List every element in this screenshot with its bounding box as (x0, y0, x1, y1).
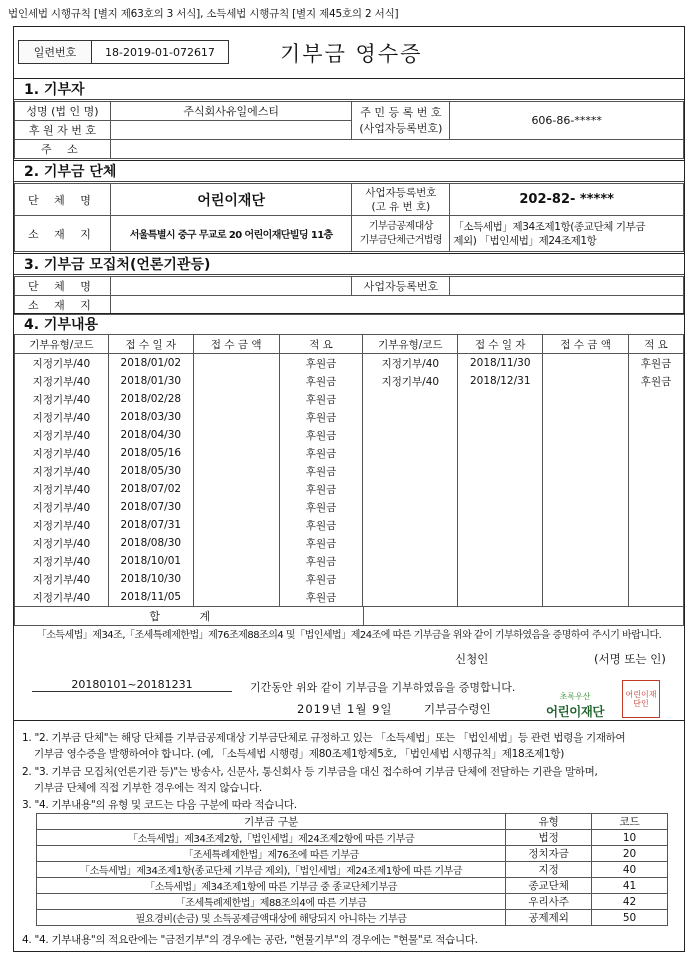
table-row (15, 570, 684, 588)
table-row (15, 390, 684, 408)
table-row (37, 878, 668, 894)
donation-amount (543, 354, 629, 373)
code-value: 10 (592, 830, 668, 846)
code-header-type: 유형 (506, 814, 592, 830)
donation-memo (629, 426, 684, 444)
donation-date: 2018/07/30 (108, 498, 193, 516)
donation-date: 2018/03/30 (108, 408, 193, 426)
code-desc: 「소득세법」제34조제2항,「법인세법」제24조제2항에 따른 기부금 (37, 830, 506, 846)
donation-memo: 후원금 (279, 462, 363, 480)
donation-type: 지정기부/40 (15, 570, 109, 588)
code-value: 41 (592, 878, 668, 894)
donation-date: 2018/08/30 (108, 534, 193, 552)
col-date-left: 접 수 일 자 (108, 335, 193, 354)
donation-memo: 후원금 (279, 552, 363, 570)
donor-reg-label (352, 102, 450, 140)
applicant-label: 신청인 (455, 652, 489, 666)
donation-date: 2018/07/02 (108, 480, 193, 498)
donation-amount (543, 570, 629, 588)
donation-date: 2018/12/31 (458, 372, 543, 390)
code-desc: 필요경비(손금) 및 소득공제금액대상에 해당되지 아니하는 기부금 (37, 910, 506, 926)
donation-memo: 후원금 (279, 390, 363, 408)
code-header-desc: 기부금 구분 (37, 814, 506, 830)
donation-memo: 후원금 (279, 372, 363, 390)
org-biz-value: 202-82- ***** (450, 184, 684, 216)
donation-amount (193, 498, 279, 516)
donation-type (363, 516, 458, 534)
donation-amount (543, 552, 629, 570)
donation-date (458, 570, 543, 588)
donation-amount (193, 354, 279, 373)
code-value: 40 (592, 862, 668, 878)
code-value: 20 (592, 846, 668, 862)
donation-date (458, 462, 543, 480)
table-row (37, 846, 668, 862)
donation-date: 2018/02/28 (108, 390, 193, 408)
org-location-label: 소 재 지 (15, 216, 111, 252)
donation-type (363, 552, 458, 570)
sign-hint: (서명 또는 인) (594, 652, 666, 666)
donation-type (363, 534, 458, 552)
org-biz-label (352, 184, 450, 216)
org-law-label-line2: 기부금단체근거법령 (359, 234, 443, 246)
collector-biz-label: 사업자등록번호 (352, 277, 450, 296)
donation-type: 지정기부/40 (363, 354, 458, 373)
donation-type: 지정기부/40 (15, 372, 109, 390)
donation-memo: 후원금 (629, 354, 684, 373)
donation-date (458, 390, 543, 408)
donor-reg-value: 606-86-***** (450, 102, 684, 140)
donation-memo (629, 390, 684, 408)
donation-amount (543, 588, 629, 606)
donation-rows (15, 354, 684, 607)
note-3: 3. "4. 기부내용"의 유형 및 코드는 다음 구분에 따라 적습니다. (22, 799, 297, 811)
declaration-text: 「소득세법」제34조,「조세특례제한법」제76조제88조의4 및「법인세법」제24조에 따른 기부금을 위와 같이 기부하였음을 증명하여 주시기 바랍니다. (36, 630, 662, 641)
donation-memo (629, 588, 684, 606)
donor-address-value (110, 140, 683, 159)
donation-amount (543, 372, 629, 390)
table-row (15, 480, 684, 498)
donation-type (363, 408, 458, 426)
donation-amount (193, 552, 279, 570)
donation-amount (543, 516, 629, 534)
issue-date: 2019년 1월 9일 (297, 702, 393, 716)
code-desc: 「조세특례제한법」제88조의4에 따른 기부금 (37, 894, 506, 910)
donation-amount (543, 408, 629, 426)
code-header-code: 코드 (592, 814, 668, 830)
total-right-empty (363, 607, 684, 626)
donation-amount (543, 390, 629, 408)
donation-memo: 후원금 (279, 570, 363, 588)
donation-date (458, 552, 543, 570)
total-label: 합 계 (15, 607, 364, 626)
code-desc: 「소득세법」제34조제1항(종교단체 기부금 제외),「법인세법」제24조제1항에 따른 기부금 (37, 862, 506, 878)
period-value: 20180101~20181231 (32, 678, 232, 692)
donation-memo: 후원금 (629, 372, 684, 390)
org-logo (535, 691, 615, 720)
donation-date: 2018/11/05 (108, 588, 193, 606)
donation-date (458, 444, 543, 462)
donation-date (458, 516, 543, 534)
org-location-value: 서울특별시 중구 무교로 20 어린이재단빌딩 11층 (110, 216, 352, 252)
period-text: 기간동안 위와 같이 기부금을 기부하였음을 증명합니다. (250, 681, 516, 694)
code-table (36, 813, 668, 926)
org-biz-label-line1: 사업자등록번호 (365, 186, 437, 199)
table-row (37, 862, 668, 878)
table-row (37, 910, 668, 926)
donation-date: 2018/04/30 (108, 426, 193, 444)
col-memo-right: 적 요 (629, 335, 684, 354)
donation-date (458, 534, 543, 552)
donation-type: 지정기부/40 (15, 498, 109, 516)
donation-type: 지정기부/40 (363, 372, 458, 390)
org-table (14, 183, 684, 252)
donation-memo: 후원금 (279, 498, 363, 516)
donation-memo: 후원금 (279, 354, 363, 373)
donation-memo (629, 552, 684, 570)
donation-memo (629, 480, 684, 498)
logo-big-text: 어린이재단 (546, 704, 604, 719)
donation-amount (193, 426, 279, 444)
donation-memo: 후원금 (279, 534, 363, 552)
collector-name-label: 단 체 명 (15, 277, 111, 296)
donation-memo: 후원금 (279, 426, 363, 444)
code-type: 우리사주 (506, 894, 592, 910)
donation-type: 지정기부/40 (15, 390, 109, 408)
donor-name-value: 주식회사유일에스티 (110, 102, 352, 121)
note-4: 4. "4. 기부내용"의 적요란에는 "금전기부"의 경우에는 공란, "현물기부"의 경우에는 "현물"로 적습니다. (22, 934, 478, 946)
donation-type: 지정기부/40 (15, 462, 109, 480)
table-row (15, 516, 684, 534)
donation-amount (543, 498, 629, 516)
donation-type (363, 390, 458, 408)
serial-number-box (18, 40, 229, 64)
donor-table (14, 101, 684, 159)
donation-memo (629, 444, 684, 462)
document-title: 기부금 영수증 (280, 42, 423, 66)
collector-name-value (110, 277, 352, 296)
donation-amount (193, 570, 279, 588)
note-1a: 1. "2. 기부금 단체"는 해당 단체를 기부금공제대상 기부금단체로 규정하고 있는 「소득세법」또는 「법인세법」등 관련 법령을 기재하여 (22, 732, 626, 744)
note-2b: 기부금 단체에 직접 기부한 경우에는 적지 않습니다. (34, 782, 262, 794)
table-row (15, 462, 684, 480)
receiver-label: 기부금수령인 (424, 702, 491, 716)
donation-date: 2018/10/01 (108, 552, 193, 570)
donation-memo (629, 498, 684, 516)
donation-amount (193, 408, 279, 426)
notes-divider (14, 720, 684, 721)
donation-type: 지정기부/40 (15, 444, 109, 462)
donation-memo (629, 516, 684, 534)
table-row (15, 588, 684, 606)
donation-type: 지정기부/40 (15, 588, 109, 606)
donor-sponsor-number-value (110, 121, 352, 140)
section-donor-heading: 1. 기부자 (14, 78, 684, 100)
collector-location-label: 소 재 지 (15, 296, 111, 315)
col-type-right: 기부유형/코드 (363, 335, 458, 354)
donation-memo: 후원금 (279, 588, 363, 606)
donation-amount (193, 480, 279, 498)
org-name-value: 어린이재단 (110, 184, 352, 216)
code-type: 법정 (506, 830, 592, 846)
collector-biz-value (450, 277, 684, 296)
col-amount-left: 접 수 금 액 (193, 335, 279, 354)
donation-type: 지정기부/40 (15, 480, 109, 498)
donation-date: 2018/01/02 (108, 354, 193, 373)
org-law-value-line2: 제외) 「법인세법」제24조제1항 (453, 234, 597, 247)
form-reference-note: 법인세법 시행규칙 [별지 제63호의 3 서식], 소득세법 시행규칙 [별지 제45호의 2 서식] (8, 8, 399, 20)
code-rows (37, 830, 668, 926)
donation-type (363, 462, 458, 480)
donor-sponsor-number-label: 후 원 자 번 호 (15, 121, 111, 140)
donation-amount (193, 462, 279, 480)
donation-memo (629, 408, 684, 426)
table-row (15, 552, 684, 570)
donor-reg-label-line1: 주 민 등 록 번 호 (360, 105, 442, 119)
table-row (37, 894, 668, 910)
donation-date (458, 588, 543, 606)
donation-amount (543, 426, 629, 444)
table-row (15, 372, 684, 390)
donation-type (363, 480, 458, 498)
collector-table (14, 276, 684, 315)
donation-amount (193, 534, 279, 552)
code-type: 공제제외 (506, 910, 592, 926)
donation-memo: 후원금 (279, 408, 363, 426)
org-law-value (450, 216, 684, 252)
donation-amount (193, 372, 279, 390)
donor-reg-label-line2: (사업자등록번호) (359, 121, 443, 135)
donation-date: 2018/05/16 (108, 444, 193, 462)
donation-memo: 후원금 (279, 516, 363, 534)
donation-type: 지정기부/40 (15, 552, 109, 570)
donation-amount (193, 390, 279, 408)
donation-date: 2018/10/30 (108, 570, 193, 588)
donation-amount (193, 588, 279, 606)
code-value: 42 (592, 894, 668, 910)
org-law-label-line1: 기부금공제대상 (368, 220, 433, 232)
donation-date (458, 426, 543, 444)
donation-type: 지정기부/40 (15, 426, 109, 444)
donation-date: 2018/01/30 (108, 372, 193, 390)
table-row (15, 354, 684, 373)
donation-type (363, 588, 458, 606)
donation-amount (193, 516, 279, 534)
note-2a: 2. "3. 기부금 모집처(언론기관 등)"는 방송사, 신문사, 통신회사 등 기부금을 대신 접수하여 기부금 단체에 전달하는 기관을 말하며, (22, 766, 598, 778)
donation-date: 2018/05/30 (108, 462, 193, 480)
donation-table (14, 334, 684, 606)
donation-type (363, 444, 458, 462)
donation-amount (543, 534, 629, 552)
org-seal-stamp: 어린이재단인 (622, 680, 660, 718)
table-row (15, 426, 684, 444)
table-row (15, 444, 684, 462)
donor-address-label: 주 소 (15, 140, 111, 159)
donation-date (458, 498, 543, 516)
col-memo-left: 적 요 (279, 335, 363, 354)
donation-memo (629, 462, 684, 480)
section-collector-heading: 3. 기부금 모집처(언론기관등) (14, 253, 684, 275)
section-org-heading: 2. 기부금 단체 (14, 160, 684, 182)
donation-memo: 후원금 (279, 444, 363, 462)
col-date-right: 접 수 일 자 (458, 335, 543, 354)
note-1b: 기부금 영수증을 발행하여야 합니다. (예, 「소득세법 시행령」제80조제1항제5호, 「법인세법 시행규칙」제18조제1항) (34, 748, 565, 760)
logo-small-text: 초록우산 (559, 692, 591, 701)
donation-type: 지정기부/40 (15, 534, 109, 552)
donation-type: 지정기부/40 (15, 354, 109, 373)
donation-memo: 후원금 (279, 480, 363, 498)
donation-date (458, 480, 543, 498)
serial-label: 일련번호 (19, 41, 92, 63)
org-law-label (352, 216, 450, 252)
donation-type: 지정기부/40 (15, 516, 109, 534)
donation-type (363, 570, 458, 588)
table-row (15, 408, 684, 426)
code-type: 정치자금 (506, 846, 592, 862)
org-name-label: 단 체 명 (15, 184, 111, 216)
code-type: 지정 (506, 862, 592, 878)
donation-amount (543, 444, 629, 462)
donation-total (14, 606, 684, 626)
col-amount-right: 접 수 금 액 (543, 335, 629, 354)
donation-date: 2018/11/30 (458, 354, 543, 373)
section-donation-heading: 4. 기부내용 (14, 313, 684, 335)
table-row (15, 498, 684, 516)
code-value: 50 (592, 910, 668, 926)
donation-amount (543, 480, 629, 498)
code-type: 종교단체 (506, 878, 592, 894)
donation-date: 2018/07/31 (108, 516, 193, 534)
col-type-left: 기부유형/코드 (15, 335, 109, 354)
donation-date (458, 408, 543, 426)
code-desc: 「소득세법」제34조제1항에 따른 기부금 중 종교단체기부금 (37, 878, 506, 894)
donor-name-label: 성명 (법 인 명) (15, 102, 111, 121)
donation-memo (629, 534, 684, 552)
table-row (15, 534, 684, 552)
donation-amount (193, 444, 279, 462)
table-row (37, 830, 668, 846)
code-desc: 「조세특례제한법」제76조에 따른 기부금 (37, 846, 506, 862)
donation-type (363, 498, 458, 516)
org-biz-label-line2: (고 유 번 호) (371, 200, 431, 213)
serial-value: 18-2019-01-072617 (105, 45, 215, 59)
org-law-value-line1: 「소득세법」제34조제1항(종교단체 기부금 (453, 220, 646, 233)
donation-type (363, 426, 458, 444)
donation-memo (629, 570, 684, 588)
collector-location-value (110, 296, 683, 315)
donation-type: 지정기부/40 (15, 408, 109, 426)
donation-amount (543, 462, 629, 480)
